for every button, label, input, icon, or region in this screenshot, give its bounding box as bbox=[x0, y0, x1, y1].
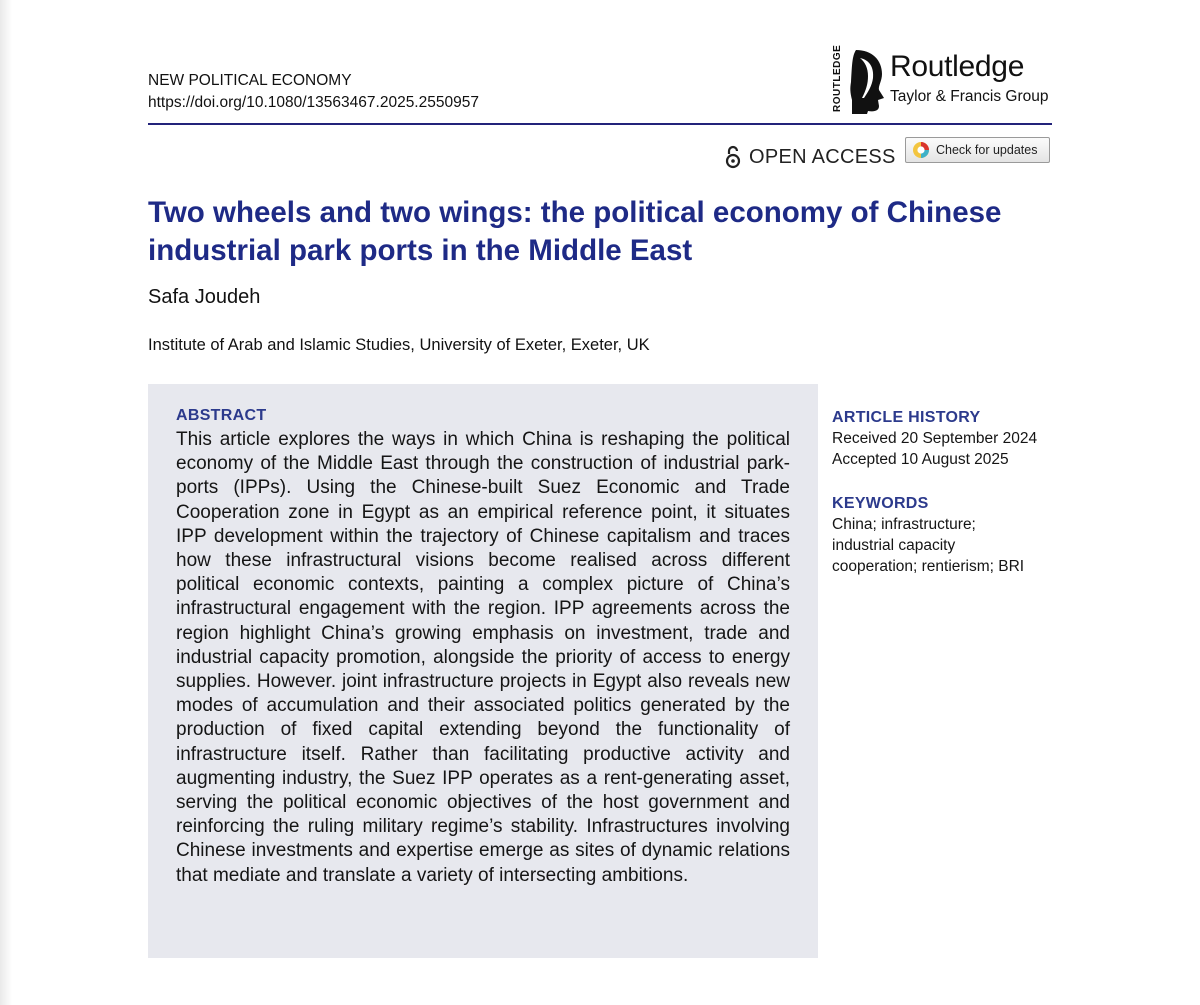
keyword-line: China; infrastructure; bbox=[832, 516, 976, 533]
author-name[interactable]: Safa Joudeh bbox=[148, 286, 261, 308]
routledge-head-icon bbox=[848, 48, 888, 114]
publisher-logo[interactable] bbox=[832, 44, 1062, 114]
abstract-heading: ABSTRACT bbox=[176, 407, 267, 424]
publisher-group: Taylor & Francis Group bbox=[890, 88, 1049, 105]
keyword-line: cooperation; rentierism; BRI bbox=[832, 558, 1025, 575]
publisher-name: Routledge bbox=[890, 50, 1025, 83]
open-access-text: OPEN ACCESS bbox=[749, 145, 896, 168]
accepted-date: Accepted 10 August 2025 bbox=[832, 451, 1009, 468]
keyword-line: industrial capacity bbox=[832, 537, 956, 554]
received-date: Received 20 September 2024 bbox=[832, 430, 1038, 447]
doi-link[interactable]: https://doi.org/10.1080/13563467.2025.2550957 bbox=[148, 94, 479, 111]
open-lock-icon bbox=[725, 145, 741, 169]
crossmark-icon bbox=[912, 141, 930, 159]
journal-header bbox=[148, 70, 479, 114]
journal-name: NEW POLITICAL ECONOMY bbox=[148, 72, 352, 89]
check-for-updates-label: Check for updates bbox=[936, 143, 1038, 157]
page-edge bbox=[0, 0, 12, 1005]
check-for-updates-button[interactable] bbox=[905, 137, 1050, 163]
header-rule bbox=[148, 123, 1052, 125]
open-access-label bbox=[725, 143, 896, 171]
article-history bbox=[832, 408, 1062, 470]
article-history-heading: ARTICLE HISTORY bbox=[832, 409, 981, 426]
keywords bbox=[832, 494, 1062, 577]
publisher-vertical-label: ROUTLEDGE bbox=[832, 44, 843, 112]
keywords-heading: KEYWORDS bbox=[832, 495, 929, 512]
author-affiliation: Institute of Arab and Islamic Studies, University of Exeter, Exeter, UK bbox=[148, 336, 650, 354]
article-title: Two wheels and two wings: the political economy of Chinese industrial park ports in the Middle East bbox=[148, 196, 1002, 267]
abstract-text: This article explores the ways in which China is reshaping the political economy of the Middle East through the construction of industrial park-ports (IPPs). Using the Chinese-built Suez Economic and Trade Cooperation zone in Egypt as an empirical reference point, it situates IPP development within the trajectory of Chinese capitalism and traces how these infrastructural visions become realised across different political economic contexts, painting a complex picture of China’s infrastructural engagement with the region. IPP agreements across the region highlight China’s growing emphasis on investment, trade and industrial capacity promotion, alongside the priority of access to energy supplies. However. joint infrastructure projects in Egypt also reveals new modes of accumulation and their associated politics generated by the production of fixed capital extending beyond the functionality of infrastructure itself. Rather than facilitating productive activity and augmenting industry, the Suez IPP operates as a rent-generating asset, serving the political economic objectives of the host government and reinforcing the ruling military regime’s stability. Infrastructures involving Chinese investments and expertise emerge as sites of dynamic relations that mediate and translate a variety of intersecting ambitions. bbox=[176, 429, 790, 886]
